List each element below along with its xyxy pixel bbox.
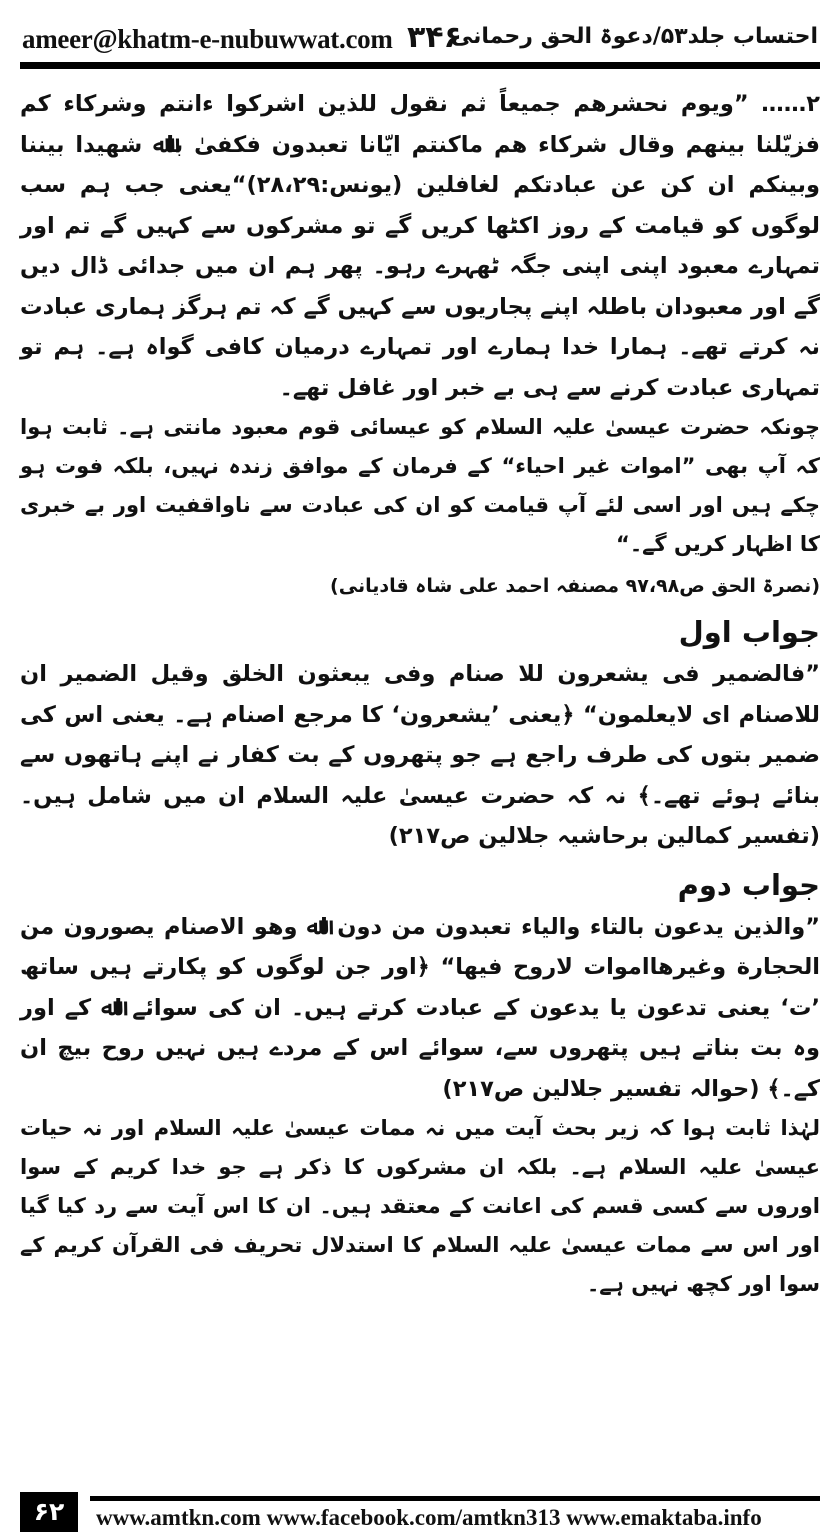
paragraph-first-answer: ”فالضمیر فی یشعرون للا صنام وفی یبعثون الخلق وقیل الضمیر ان للاصنام ای لایعلمون“ ﴿یعنی ’یشعرون‘ کا مرجع اصنام ہے۔ یعنی اس کی ضمیر بتوں کی طرف راجع ہے جو پتھروں کے بت کفار نے اپنے ہاتھوں سے بنائے ہوئے تھے۔﴾ نہ کہ حضرت عیسیٰ علیہ السلام ان میں شامل ہیں۔ (تفسیر کمالین برحاشیہ جلالین ص۲۱۷) [20,661,820,849]
paragraph-conclusion: لہٰذا ثابت ہوا کہ زیر بحث آیت میں نہ ممات عیسیٰ علیہ السلام اور نہ حیات عیسیٰ علیہ السلام ہے۔ بلکہ ان مشرکوں کا ذکر ہے جو خدا کریم کے سوا اوروں سے کسی قسم کی اعانت کے معتقد ہیں۔ ان کا اس آیت سے رد کیا گیا اور اس سے ممات عیسیٰ علیہ السلام کا استدلال تحریف فی القرآن کریم کے سوا اور کچھ نہیں ہے۔ [20,1116,820,1296]
page-header [22,18,818,58]
paragraph-argument: چونکہ حضرت عیسیٰ علیہ السلام کو عیسائی قوم معبود مانتی ہے۔ ثابت ہوا کہ آپ بھی ”اموات غیر احیاء“ کے فرمان کے موافق زندہ نہیں، بلکہ فوت ہو چکے ہیں اور اسی لئے آپ قیامت کو ان کی عبادت سے ناواقفیت اور بے خبری کا اظہار کریں گے۔“ [20,415,820,556]
footer-divider [90,1496,820,1501]
header-divider [20,62,820,69]
running-title: احتساب جلد۵۳/دعوۃ الحق رحمانی [450,24,818,49]
heading-first-answer: جواب اول [678,615,820,649]
heading-second-answer: جواب دوم [677,867,820,902]
footer-page-number: ۶۲ [20,1492,78,1532]
paragraph-second-answer: ”والذین یدعون بالتاء والیاء تعبدون من دون اﷲ وهو الاصنام یصورون من الحجارة وغیرهااموات لاروح فیها“ ﴿اور جن لوگوں کو پکارتے ہیں ساتھ ’ت‘ یعنی تدعون یا یدعون کے عبادت کرتے ہیں۔ ان کی سوائے اﷲ کے اور وہ بت بناتے ہیں پتھروں سے، سوائے اس کے مردے ہیں نہیں روح بیچ ان کے۔﴾ (حوالہ تفسیر جلالین ص۲۱۷) [20,913,820,1102]
reference-nusrat-ul-haq: (نصرۃ الحق ص۹۷،۹۸ مصنفہ احمد علی شاہ قادیانی) [330,575,820,597]
header-page-number: ۳۴۶ [407,20,462,55]
footer-links[interactable]: www.amtkn.com www.facebook.com/amtkn313 www.emaktaba.info [96,1505,762,1530]
page-body [20,84,820,1304]
paragraph-quote-yunus: ۲…… ”ویوم نحشرهم جمیعاً ثم نقول للذین اشرکوا ءانتم وشرکاء کم فزیّلنا بینهم وقال شرکاء هم ماکنتم ایّانا تعبدون فکفیٰ باﷲ شهیدا بیننا وبینکم ان کن عن عبادتکم لغافلین (یونس:۲۸،۲۹)“یعنی جب ہم سب لوگوں کو قیامت کے روز اکٹھا کریں گے تو مشرکوں سے کہیں گے تم اور تمہارے معبود اپنی اپنی جگہ ٹھہرے رہو۔ پھر ہم ان میں جدائی ڈال دیں گے اور معبودان باطلہ اپنے پجاریوں سے کہیں گے کہ تم ہرگز ہماری عبادت نہ کرتے تھے۔ ہمارا خدا ہمارے اور تمہارے درمیان کافی گواہ ہے۔ ہم تو تمہاری عبادت کرنے سے ہی بے خبر اور غافل تھے۔ [20,91,820,401]
header-email: ameer@khatm-e-nubuwwat.com [22,24,393,54]
